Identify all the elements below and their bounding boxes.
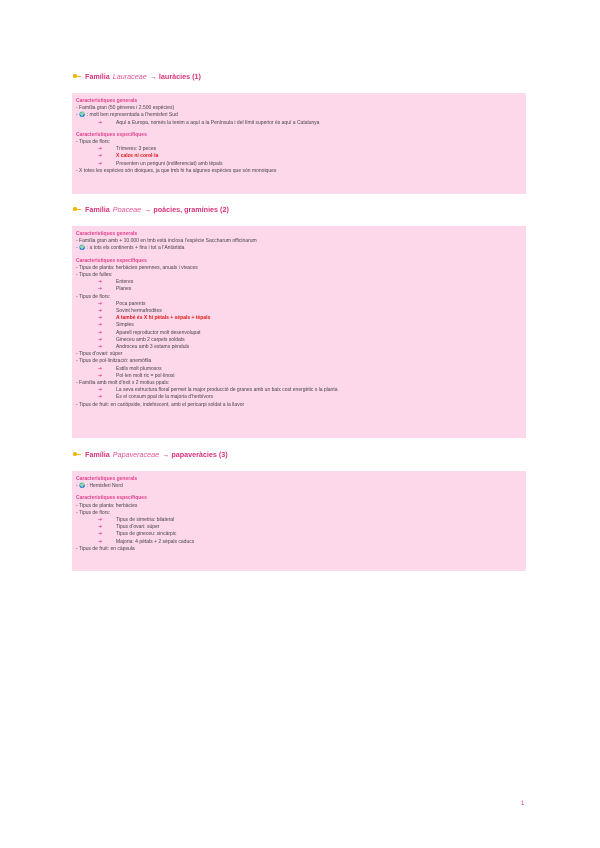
list-subitem <box>76 286 522 293</box>
list-subitem <box>76 366 522 373</box>
section-title-prefix: Família <box>85 205 110 214</box>
general-list <box>76 238 522 252</box>
list-item <box>76 358 522 365</box>
list-item-text: Estils molt plumosos <box>116 365 162 372</box>
general-list <box>76 105 522 127</box>
specific-heading: Característiques específiques <box>76 131 147 138</box>
section-box-lauraceae <box>72 93 526 194</box>
section-title-prefix: Família <box>85 72 110 81</box>
arrow-icon: ➔ <box>98 300 103 307</box>
list-item-text: - Tipus de planta: herbàcies <box>76 502 138 509</box>
list-item-text: - Tipus de fulles: <box>76 272 113 279</box>
list-item <box>76 294 522 301</box>
arrow-icon: ➔ <box>98 329 103 336</box>
arrow-icon: ➔ <box>98 286 103 293</box>
key-icon <box>73 451 82 458</box>
arrow-icon: ➔ <box>98 336 103 343</box>
section-title-latin: Poaceae <box>112 205 142 214</box>
section-title-latin: Lauraceae <box>112 72 147 81</box>
arrow-icon: ➔ <box>98 119 103 126</box>
key-icon <box>73 206 82 213</box>
general-heading: Característiques generals <box>76 476 138 482</box>
list-item-text: Poca parents <box>116 300 146 307</box>
arrow-icon: ➔ <box>98 315 103 322</box>
section-title-suffix: → poàcies, gramínies (2) <box>144 205 229 214</box>
list-subitem <box>76 394 522 401</box>
section-title-poaceae <box>73 205 229 214</box>
list-item <box>76 272 522 279</box>
list-item-text: - X totes les espècies són dioiques, ja que tmb hi ha algunes espècies que són monoiques <box>76 167 277 174</box>
list-item-text: - Família gran (50 gèneres i 2.500 espècies) <box>76 105 175 112</box>
list-item <box>76 402 522 409</box>
list-subitem <box>76 161 522 168</box>
list-item-text: - 🌍 : molt ben representada a l’hemisferi Sud <box>76 112 178 119</box>
section-title-suffix: → lauràcies (1) <box>149 72 201 81</box>
list-item <box>76 510 522 517</box>
list-item-text: Androceu amb 3 estams pènduls <box>116 344 190 351</box>
list-item-text: Tipus de gineceu: sincàrpic <box>116 531 177 538</box>
arrow-icon: ➔ <box>98 322 103 329</box>
general-heading: Característiques generals <box>76 231 138 237</box>
list-item-text: Aparell reproductor molt desenvolupat <box>116 329 201 336</box>
list-item-text: Gineceu amb 2 carpels soldats <box>116 336 185 343</box>
arrow-icon: ➔ <box>98 160 103 167</box>
list-item-text: Tipus d’ovari: súper <box>116 524 160 531</box>
arrow-icon: ➔ <box>98 394 103 401</box>
list-subitem <box>76 344 522 351</box>
list-item-text: - Tipus de flors: <box>76 509 111 516</box>
list-item-text: Presenten un periguni (indiferenciat) amb tèpals <box>116 160 223 167</box>
list-item <box>76 380 522 387</box>
list-item-text: - 🌍 : Hemisferi Nord <box>76 483 123 490</box>
list-subitem <box>76 279 522 286</box>
list-item-text: - 🌍 : a tots els continents + fins i tot a l’Antàrtida <box>76 245 185 252</box>
list-item-text: - Família gran amb + 10.000 en tmb està inclosa l’espècie Saccharum officinarum <box>76 238 257 245</box>
list-item-text: La seva estructura floral permet la major producció de granes amb un baix cost energètic x la planta <box>116 387 338 394</box>
list-item-text: Tipus de simetria: bilateral <box>116 517 175 524</box>
list-item-text: - Tipus de pol·linització: anemòfila <box>76 358 152 365</box>
specific-list <box>76 503 522 553</box>
list-item-text: Simples <box>116 322 134 329</box>
arrow-icon: ➔ <box>98 365 103 372</box>
list-subitem <box>76 308 522 315</box>
section-title-prefix: Família <box>85 450 110 459</box>
list-subitem <box>76 330 522 337</box>
key-icon <box>73 73 82 80</box>
list-subitem <box>76 120 522 127</box>
arrow-icon: ➔ <box>98 517 103 524</box>
list-item-text: X calze ni corol·la <box>116 153 159 160</box>
list-subitem <box>76 531 522 538</box>
arrow-icon: ➔ <box>98 308 103 315</box>
list-item-text: - Tipus de flors: <box>76 139 111 146</box>
specific-list <box>76 139 522 175</box>
specific-list <box>76 265 522 409</box>
list-item <box>76 139 522 146</box>
arrow-icon: ➔ <box>98 372 103 379</box>
list-item-text: És el consum ppal de la majoria d’herbívors <box>116 394 213 401</box>
list-subitem <box>76 153 522 160</box>
general-list <box>76 483 522 490</box>
list-item <box>76 168 522 175</box>
list-item <box>76 503 522 510</box>
arrow-icon: ➔ <box>98 538 103 545</box>
list-subitem <box>76 337 522 344</box>
list-item <box>76 483 522 490</box>
arrow-icon: ➔ <box>98 524 103 531</box>
list-item-text: - Tipus de fruit: en càpsula <box>76 545 135 552</box>
section-box-poaceae <box>72 226 526 438</box>
list-item-text: - Família amb molt d’èxit x 2 motius ppals: <box>76 380 170 387</box>
section-box-papaveraceae <box>72 471 526 571</box>
arrow-icon: ➔ <box>98 344 103 351</box>
arrow-icon: ➔ <box>98 531 103 538</box>
page-number: 1 <box>521 801 525 807</box>
list-item <box>76 245 522 252</box>
list-subitem <box>76 322 522 329</box>
list-subitem <box>76 517 522 524</box>
list-item-text: Aquí a Europa, només la tenim a aquí a la Península i del límit superior és aquí a Catalunya <box>116 119 320 126</box>
list-item-text: Sovint hermafrodites <box>116 308 162 315</box>
list-item-text: Planes <box>116 286 132 293</box>
list-item-text: - Tipus d’ovari: súper <box>76 351 123 358</box>
list-item <box>76 112 522 119</box>
list-subitem <box>76 315 522 322</box>
list-item-text: A també és X hi pètals + sèpals + tèpals <box>116 315 211 322</box>
section-title-lauraceae <box>73 72 201 81</box>
list-item-text: Majoria: 4 pètals + 2 sèpals caducs <box>116 538 195 545</box>
list-subitem <box>76 301 522 308</box>
arrow-icon: ➔ <box>98 146 103 153</box>
list-item-text: - Tipus de flors: <box>76 293 111 300</box>
list-subitem <box>76 539 522 546</box>
list-subitem <box>76 373 522 380</box>
arrow-icon: ➔ <box>98 153 103 160</box>
arrow-icon: ➔ <box>98 279 103 286</box>
list-item-text: - Tipus de planta: herbàcies perennes, anuals i vivaces <box>76 264 198 271</box>
general-heading: Característiques generals <box>76 98 138 104</box>
list-item-text: Enteres <box>116 279 134 286</box>
list-item-text: - Tipus de fruit: en cariòpside, indehiscent, amb el pericarpi soldat a la llavor <box>76 401 245 408</box>
list-item <box>76 351 522 358</box>
specific-heading: Característiques específiques <box>76 495 147 502</box>
list-item <box>76 546 522 553</box>
specific-heading: Característiques específiques <box>76 257 147 264</box>
list-item-text: Pol·len molt ric = pol·linosi <box>116 372 175 379</box>
arrow-icon: ➔ <box>98 387 103 394</box>
list-subitem <box>76 524 522 531</box>
section-title-latin: Papaveraceae <box>112 450 160 459</box>
list-item <box>76 265 522 272</box>
section-title-suffix: → papaveràcies (3) <box>162 450 228 459</box>
list-item-text: Trímeres: 3 peces <box>116 146 157 153</box>
list-subitem <box>76 146 522 153</box>
section-title-papaveraceae <box>73 450 228 459</box>
